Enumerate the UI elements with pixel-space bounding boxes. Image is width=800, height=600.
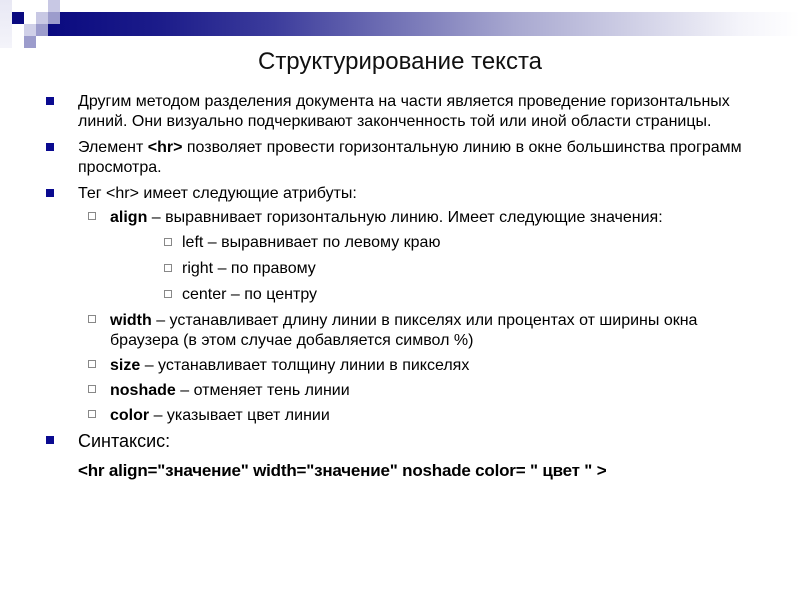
hollow-square-bullet-icon xyxy=(88,212,96,220)
square-bullet-icon xyxy=(46,97,54,105)
deco-square xyxy=(24,36,36,48)
sub-bullet-item xyxy=(46,208,766,228)
attribute-desc: – устанавливает толщину линии в пикселях xyxy=(140,357,470,374)
attribute-name: size xyxy=(110,357,141,374)
deco-square xyxy=(48,12,60,24)
hollow-square-bullet-icon xyxy=(164,238,172,246)
deco-square xyxy=(48,0,60,12)
sub-sub-bullet-item xyxy=(46,233,766,253)
bullet-text: Тег <hr> имеет следующие атрибуты: xyxy=(78,185,357,202)
syntax-label: Синтаксис: xyxy=(78,431,171,451)
hollow-square-bullet-icon xyxy=(164,264,172,272)
attribute-name: color xyxy=(110,407,150,424)
attribute-desc: – устанавливает длину линии в пикселях или процентах от ширины окна браузера (в этом случае добавляется символ %) xyxy=(110,312,698,349)
deco-square xyxy=(12,12,24,24)
hollow-square-bullet-icon xyxy=(164,290,172,298)
attribute-name: align xyxy=(110,209,148,226)
hollow-square-bullet-icon xyxy=(88,410,96,418)
sub-bullet-item xyxy=(46,406,766,426)
sub-bullet-item xyxy=(46,311,766,351)
bullet-text-suffix: позволяет провести горизонтальную линию в окне большинства программ просмотра. xyxy=(78,139,742,176)
attribute-name: noshade xyxy=(110,382,176,399)
bullet-text-prefix: Элемент xyxy=(78,139,148,156)
sub-bullet-item xyxy=(46,356,766,376)
square-bullet-icon xyxy=(46,189,54,197)
attribute-desc: – указывает цвет линии xyxy=(149,407,330,424)
bullet-text-bold: <hr> xyxy=(147,139,183,156)
square-bullet-icon xyxy=(46,143,54,151)
syntax-code: <hr align="значение" width="значение" noshade color= " цвет " > xyxy=(78,461,607,480)
bullet-item xyxy=(46,92,766,132)
bullet-item xyxy=(46,184,766,204)
hollow-square-bullet-icon xyxy=(88,360,96,368)
header-gradient-bar xyxy=(48,12,800,36)
attribute-desc: – отменяет тень линии xyxy=(175,382,350,399)
deco-square xyxy=(36,24,48,36)
hollow-square-bullet-icon xyxy=(88,385,96,393)
sub-sub-bullet-item xyxy=(46,285,766,305)
bullet-item xyxy=(46,431,766,451)
sub-bullet-item xyxy=(46,381,766,401)
bullet-text: Другим методом разделения документа на части является проведение горизонтальных линий. Они визуально подчеркивают законченность той или иной области страницы. xyxy=(78,93,730,130)
deco-square xyxy=(36,12,48,24)
attribute-value: center – по центру xyxy=(182,286,318,303)
bullet-item xyxy=(46,138,766,178)
deco-square xyxy=(24,24,36,36)
sub-sub-bullet-item xyxy=(46,259,766,279)
attribute-value: left – выравнивает по левому краю xyxy=(182,234,441,251)
square-bullet-icon xyxy=(46,436,54,444)
attribute-desc: – выравнивает горизонтальную линию. Имеет следующие значения: xyxy=(147,209,663,226)
slide-title: Структурирование текста xyxy=(257,48,543,75)
hollow-square-bullet-icon xyxy=(88,315,96,323)
attribute-value: right – по правому xyxy=(182,260,316,277)
deco-square xyxy=(0,0,12,48)
attribute-name: width xyxy=(110,312,152,329)
slide-content xyxy=(46,92,766,481)
